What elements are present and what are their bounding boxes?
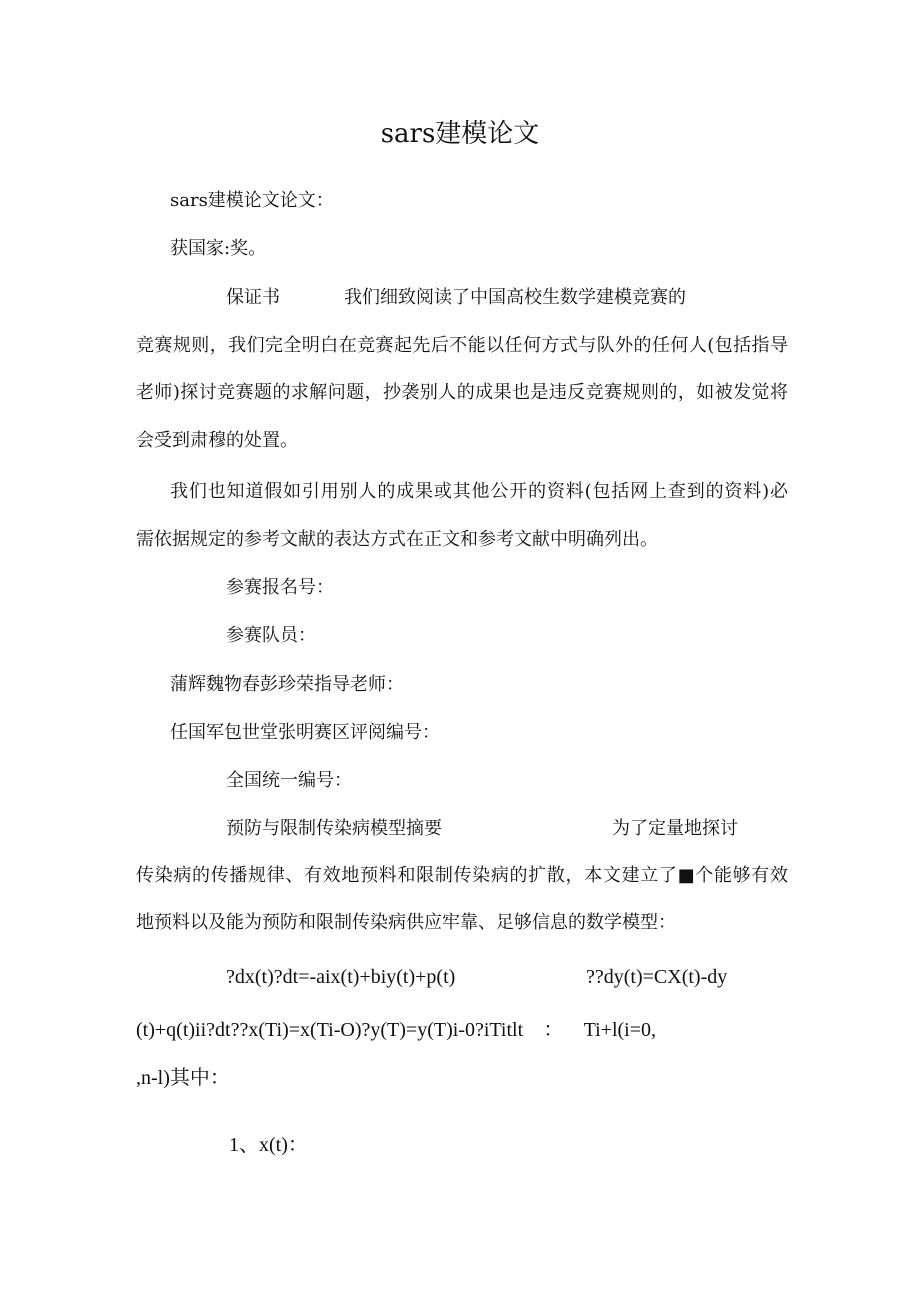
team-members-field: 参赛队员： (226, 625, 316, 646)
members-advisor-line: 蒲辉魏物春彭珍荣指导老师： (170, 674, 404, 695)
formula-line-3: ,n-l)其中： (136, 1067, 230, 1089)
reference-statement-line-1: 我们也知道假如引用别人的成果或其他公开的资料(包括网上查到的资料)必 (170, 481, 788, 502)
guarantee-text-line-4: 会受到肃穆的处置。 (136, 430, 298, 451)
paper-label: sars建模论文论文： (170, 190, 334, 211)
document-title: sars建模论文 (380, 119, 540, 149)
abstract-heading: 预防与限制传染病模型摘要 (226, 818, 442, 839)
abstract-text-line-3: 地预料以及能为预防和限制传染病供应牢靠、足够信息的数学模型： (136, 912, 676, 933)
abstract-text-start: 为了定量地探讨 (612, 818, 738, 839)
guarantee-text-line-3: 老师)探讨竞赛题的求解问题，抄袭别人的成果也是违反竞赛规则的，如被发觉将 (136, 382, 788, 403)
guarantee-text-start: 我们细致阅读了中国高校生数学建模竞赛的 (344, 287, 686, 308)
formula-line-1a: ?dx(t)?dt=-aix(t)+biy(t)+p(t) (226, 966, 456, 988)
variable-definition-1: 1、x(t)： (229, 1134, 308, 1156)
members-review-number-line: 任国军包世堂张明赛区评阅编号： (170, 722, 440, 743)
reference-statement-line-2: 需依据规定的参考文献的表达方式在正文和参考文献中明确列出。 (136, 529, 658, 550)
guarantee-text-line-2: 竞赛规则，我们完全明白在竞赛起先后不能以任何方式与队外的任何人(包括指导 (136, 335, 788, 356)
formula-line-2: (t)+q(t)ii?dt??x(Ti)=x(Ti-O)?y(T)=y(T)i-0?iTitlt：Ti+l(i=0, (136, 1019, 656, 1041)
guarantee-heading: 保证书 (226, 287, 280, 308)
award-line: 获国家:奖。 (170, 238, 267, 259)
registration-number-field: 参赛报名号： (226, 577, 334, 598)
abstract-text-line-2: 传染病的传播规律、有效地预料和限制传染病的扩散，本文建立了■个能够有效 (136, 865, 788, 886)
national-number-field: 全国统一编号： (226, 770, 352, 791)
formula-line-1b: ??dy(t)=CX(t)-dy (586, 966, 728, 988)
